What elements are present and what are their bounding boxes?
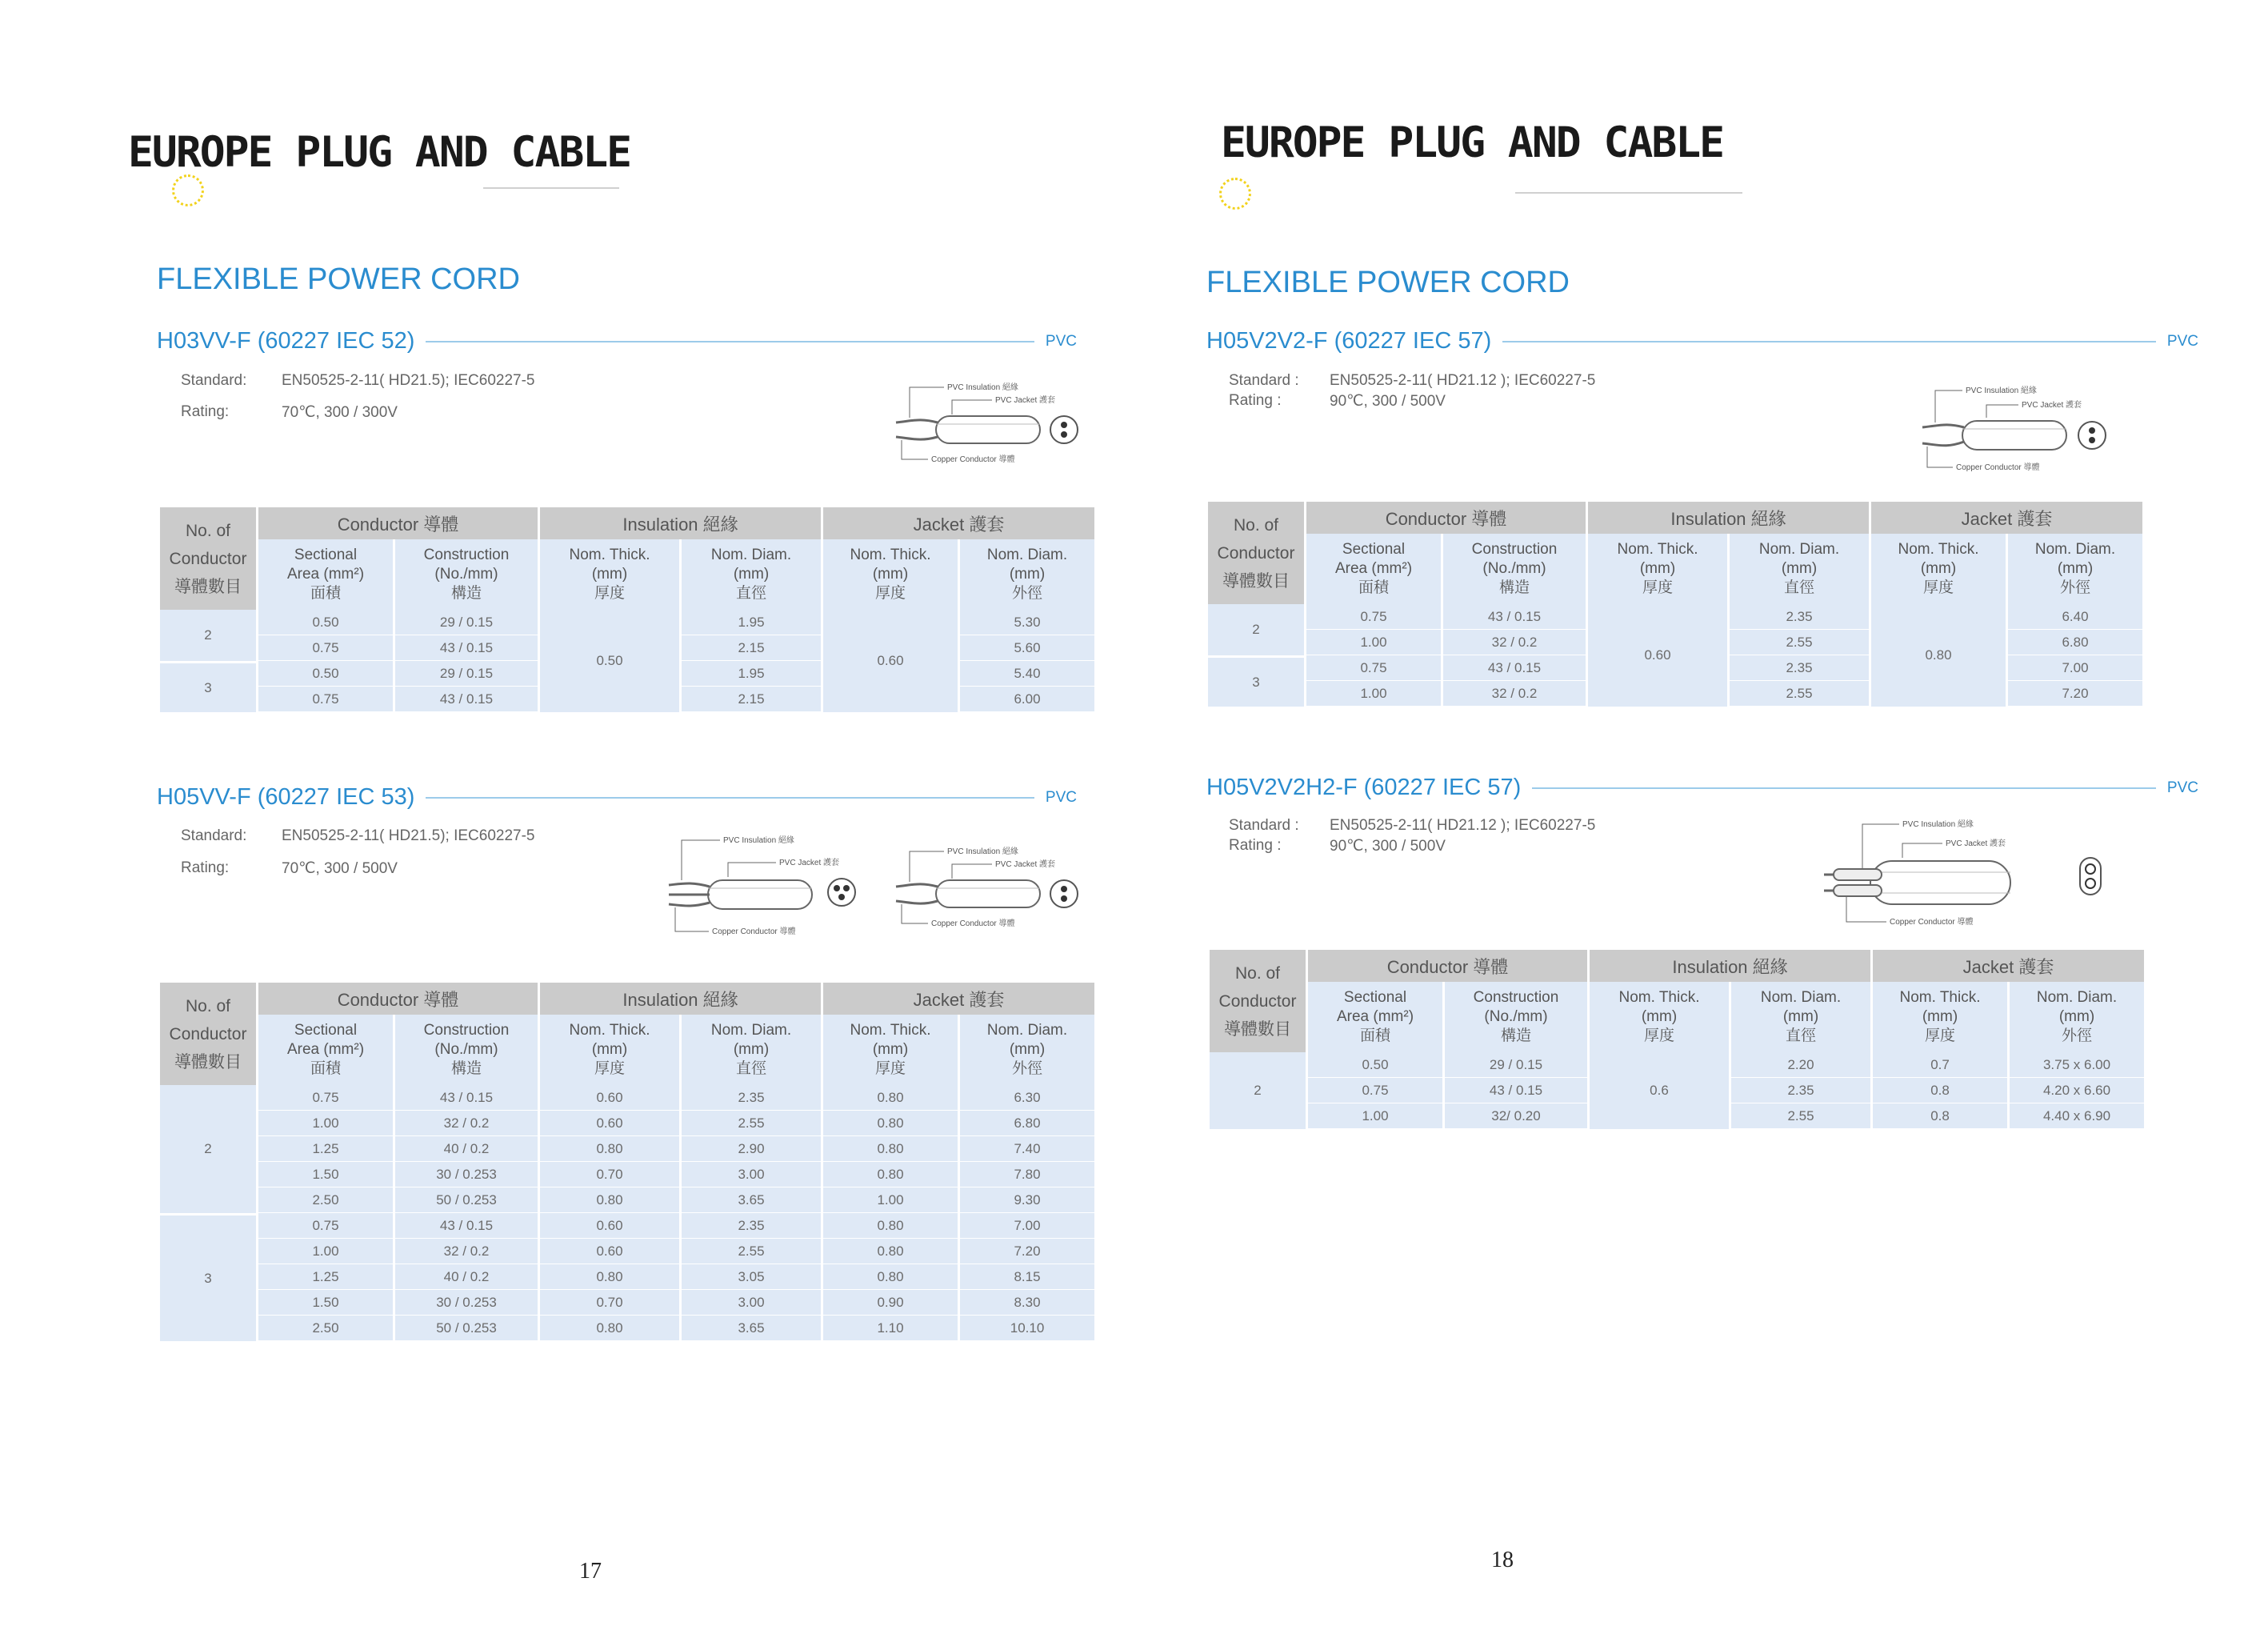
cell: 3.05 [682,1264,821,1290]
no-of-conductor-header: No. of Conductor 導體數目 [160,983,256,1085]
standard-line [1229,817,1596,835]
standard-line [1229,372,1596,390]
conductor-header: Conductor 導體 [1306,502,1586,534]
cell: 0.75 [258,1213,393,1239]
cell: 0.75 [1308,1078,1442,1103]
cell: 7.40 [960,1136,1094,1162]
cell: 0.75 [258,1085,393,1111]
jacket-label: PVC Jacket 護套 [2022,401,2082,410]
subheader-cell: Nom. Diam. (mm) 外徑 [2008,534,2142,604]
cell: 50 / 0.253 [395,1316,538,1341]
cell: 29 / 0.15 [1445,1052,1587,1078]
cable-diagram-2core [888,376,1088,468]
insulation-header: Insulation 絕緣 [540,983,821,1015]
rating-value: 70℃, 300 / 300V [282,404,398,421]
jacket-header: Jacket 護套 [1871,502,2142,534]
cell: 0.80 [823,1213,958,1239]
model-name: H05V2V2-F (60227 IEC 57) [1206,328,1492,354]
subheader-cell: Nom. Thick. (mm) 厚度 [1588,534,1727,604]
table-row [160,1187,1094,1213]
table-row [160,1136,1094,1162]
cell: 7.80 [960,1162,1094,1187]
conductor-header: Conductor 導體 [258,507,538,539]
conductor-label: Copper Conductor 導體 [712,927,796,936]
cell: 5.60 [960,635,1094,661]
subheader-cell: Nom. Thick. (mm) 厚度 [1873,982,2007,1052]
cell: 0.75 [258,635,393,661]
jacket-label: PVC Jacket 護套 [1946,839,2006,848]
jacket-label: PVC Jacket 護套 [779,859,840,867]
title-underline [1515,192,1742,194]
cell: 0.70 [540,1290,679,1316]
cell: 0.75 [258,687,393,712]
insulation-label: PVC Insulation 絕緣 [1966,386,2037,395]
rating-line [181,403,398,421]
spec-table-h05vv-f [158,983,1097,1341]
cell: 6.80 [960,1111,1094,1136]
table-row [160,1162,1094,1187]
standard-line [181,827,535,845]
conductor-count: 2 [1208,604,1304,655]
cell: 1.25 [258,1264,393,1290]
material-label: PVC [1045,788,1077,806]
cell: 8.30 [960,1290,1094,1316]
standard-label: Standard : [1229,817,1299,834]
insulation-thickness: 0.6 [1590,1052,1729,1129]
conductor-header: Conductor 導體 [1308,950,1587,982]
dotted-circle-icon [1219,178,1251,210]
subheader-cell: Sectional Area (mm²) 面積 [258,1015,393,1085]
standard-line [181,372,535,390]
material-label: PVC [2166,332,2198,350]
subheader-cell: Sectional Area (mm²) 面積 [258,539,393,610]
cell: 1.00 [823,1187,958,1213]
cell: 0.8 [1873,1078,2007,1103]
cell: 32/ 0.20 [1445,1103,1587,1129]
jacket-header: Jacket 護套 [823,983,1094,1015]
cell: 3.65 [682,1187,821,1213]
conductor-count: 3 [160,1213,256,1341]
cell: 0.80 [823,1136,958,1162]
standard-value: EN50525-2-11( HD21.12 ); IEC60227-5 [1330,372,1596,389]
insulation-label: PVC Insulation 絕緣 [947,847,1018,856]
cell: 3.75 x 6.00 [2010,1052,2144,1078]
cell: 1.95 [682,661,821,687]
subheader-cell: Nom. Thick. (mm) 厚度 [823,539,958,610]
cell: 1.00 [1306,681,1441,707]
cell: 2.35 [1730,604,1869,630]
no-of-conductor-header: No. of Conductor 導體數目 [1208,502,1304,604]
jacket-header: Jacket 護套 [823,507,1094,539]
standard-label: Standard: [181,827,247,844]
cell: 29 / 0.15 [395,610,538,635]
jacket-thickness: 0.80 [1871,604,2006,707]
cell: 1.50 [258,1162,393,1187]
no-of-conductor-header: No. of Conductor 導體數目 [1210,950,1306,1052]
cell: 0.80 [823,1264,958,1290]
conductor-count: 2 [1210,1052,1306,1129]
subheader-cell: Nom. Thick. (mm) 厚度 [823,1015,958,1085]
model-heading [157,784,1077,811]
subheader-cell: Nom. Diam. (mm) 外徑 [960,1015,1094,1085]
cell: 43 / 0.15 [395,1085,538,1111]
table-row [160,1111,1094,1136]
cell: 0.8 [1873,1103,2007,1129]
cell: 7.00 [960,1213,1094,1239]
cell: 8.15 [960,1264,1094,1290]
cell: 2.35 [682,1213,821,1239]
conductor-count: 2 [160,1085,256,1213]
rating-value: 90℃, 300 / 500V [1330,393,1446,410]
cell: 32 / 0.2 [395,1111,538,1136]
cell: 2.35 [1731,1078,1870,1103]
subheader-cell: Construction (No./mm) 構造 [395,539,538,610]
rating-line [181,859,398,877]
conductor-header: Conductor 導體 [258,983,538,1015]
subheader-cell: Construction (No./mm) 構造 [395,1015,538,1085]
model-name: H05VV-F (60227 IEC 53) [157,784,415,810]
subheader-cell: Sectional Area (mm²) 面積 [1308,982,1442,1052]
cell: 0.80 [540,1316,679,1341]
conductor-label: Copper Conductor 導體 [931,455,1015,464]
cell: 2.50 [258,1316,393,1341]
cell: 0.80 [823,1162,958,1187]
table-row [160,1290,1094,1316]
no-of-conductor-header: No. of Conductor 導體數目 [160,507,256,610]
cable-diagram-3core [664,832,864,940]
cell: 0.75 [1306,655,1441,681]
cell: 1.10 [823,1316,958,1341]
subheader-cell: Nom. Diam. (mm) 直徑 [682,1015,821,1085]
cable-diagram-2core [1914,376,2114,476]
subheader-cell: Construction (No./mm) 構造 [1445,982,1587,1052]
insulation-label: PVC Insulation 絕緣 [723,836,794,845]
cell: 0.60 [540,1239,679,1264]
table-row [160,1264,1094,1290]
model-name: H03VV-F (60227 IEC 52) [157,328,415,354]
cell: 5.40 [960,661,1094,687]
cell: 2.15 [682,687,821,712]
subheader-cell: Nom. Thick. (mm) 厚度 [540,1015,679,1085]
model-name: H05V2V2H2-F (60227 IEC 57) [1206,775,1522,800]
standard-label: Standard : [1229,372,1299,389]
subheader-cell: Nom. Thick. (mm) 厚度 [540,539,679,610]
cell: 0.80 [540,1136,679,1162]
cell: 1.25 [258,1136,393,1162]
conductor-label: Copper Conductor 導體 [1956,463,2040,472]
cell: 40 / 0.2 [395,1136,538,1162]
cell: 1.00 [1308,1103,1442,1129]
page-number: 17 [579,1559,602,1584]
subheader-cell: Construction (No./mm) 構造 [1443,534,1586,604]
dotted-circle-icon [172,174,204,206]
cell: 43 / 0.15 [395,635,538,661]
cell: 43 / 0.15 [1445,1078,1587,1103]
insulation-label: PVC Insulation 絕緣 [1902,820,1974,829]
material-label: PVC [2166,779,2198,796]
cell: 2.55 [682,1239,821,1264]
rating-label: Rating: [181,403,230,420]
cable-diagram-flat [1822,816,2110,932]
cell: 0.60 [540,1111,679,1136]
cell: 30 / 0.253 [395,1162,538,1187]
cell: 2.55 [682,1111,821,1136]
cell: 0.50 [258,661,393,687]
page-title: EUROPE PLUG AND CABLE [1221,118,1724,167]
model-heading [1206,775,2198,801]
cell: 1.95 [682,610,821,635]
model-heading [157,328,1077,354]
conductor-label: Copper Conductor 導體 [1890,918,1974,927]
insulation-label: PVC Insulation 絕緣 [947,383,1018,392]
insulation-header: Insulation 絕緣 [540,507,821,539]
rating-line [1229,837,1446,855]
cell: 43 / 0.15 [1443,655,1586,681]
subheader-cell: Sectional Area (mm²) 面積 [1306,534,1441,604]
cell: 2.35 [682,1085,821,1111]
section-title: FLEXIBLE POWER CORD [157,262,520,296]
standard-value: EN50525-2-11( HD21.5); IEC60227-5 [282,372,535,389]
subheader-cell: Nom. Diam. (mm) 外徑 [960,539,1094,610]
standard-value: EN50525-2-11( HD21.5); IEC60227-5 [282,827,535,844]
heading-rule [426,341,1034,342]
cell: 0.60 [540,1085,679,1111]
cell: 1.00 [258,1111,393,1136]
cell: 0.80 [540,1187,679,1213]
rating-value: 70℃, 300 / 500V [282,860,398,877]
cell: 32 / 0.2 [1443,681,1586,707]
table-row [160,1239,1094,1264]
rating-line [1229,392,1446,410]
cell: 0.80 [823,1239,958,1264]
cell: 43 / 0.15 [1443,604,1586,630]
cell: 0.75 [1306,604,1441,630]
jacket-thickness: 0.60 [823,610,958,712]
cell: 50 / 0.253 [395,1187,538,1213]
table-row [160,1085,1094,1111]
standard-value: EN50525-2-11( HD21.12 ); IEC60227-5 [1330,817,1596,834]
cell: 1.50 [258,1290,393,1316]
cell: 1.00 [258,1239,393,1264]
table-row [160,1213,1094,1239]
cell: 3.00 [682,1290,821,1316]
subheader-cell: Nom. Diam. (mm) 直徑 [682,539,821,610]
cell: 0.80 [540,1264,679,1290]
page-number: 18 [1491,1548,1514,1572]
table-row [160,1316,1094,1341]
cell: 7.20 [960,1239,1094,1264]
cell: 2.20 [1731,1052,1870,1078]
cell: 6.40 [2008,604,2142,630]
cell: 32 / 0.2 [395,1239,538,1264]
page-18 [1134,0,2268,1626]
cell: 5.30 [960,610,1094,635]
model-heading [1206,328,2198,354]
page-title: EUROPE PLUG AND CABLE [128,128,631,177]
cell: 43 / 0.15 [395,687,538,712]
subheader-cell: Nom. Diam. (mm) 直徑 [1731,982,1870,1052]
subheader-cell: Nom. Diam. (mm) 外徑 [2010,982,2144,1052]
jacket-label: PVC Jacket 護套 [995,860,1056,869]
cell: 0.50 [258,610,393,635]
standard-label: Standard: [181,372,247,389]
cell: 0.7 [1873,1052,2007,1078]
conductor-count: 2 [160,610,256,661]
cell: 10.10 [960,1316,1094,1341]
insulation-thickness: 0.50 [540,610,679,712]
cell: 0.90 [823,1290,958,1316]
rating-value: 90℃, 300 / 500V [1330,838,1446,855]
cell: 2.15 [682,635,821,661]
cell: 2.90 [682,1136,821,1162]
conductor-label: Copper Conductor 導體 [931,919,1015,928]
cell: 2.35 [1730,655,1869,681]
cell: 9.30 [960,1187,1094,1213]
spec-table-h03vv-f [158,507,1097,712]
cell: 4.40 x 6.90 [2010,1103,2144,1129]
cell: 0.80 [823,1085,958,1111]
cell: 1.00 [1306,630,1441,655]
cell: 0.80 [823,1111,958,1136]
cell: 3.00 [682,1162,821,1187]
cell: 30 / 0.253 [395,1290,538,1316]
spec-table-h05v2v2-f [1206,502,2145,707]
cell: 6.80 [2008,630,2142,655]
section-title: FLEXIBLE POWER CORD [1206,266,1570,299]
cell: 6.30 [960,1085,1094,1111]
cell: 29 / 0.15 [395,661,538,687]
insulation-header: Insulation 絕緣 [1588,502,1869,534]
cell: 4.20 x 6.60 [2010,1078,2144,1103]
cell: 6.00 [960,687,1094,712]
subheader-cell: Nom. Diam. (mm) 直徑 [1730,534,1869,604]
cell: 2.50 [258,1187,393,1213]
subheader-cell: Nom. Thick. (mm) 厚度 [1590,982,1729,1052]
material-label: PVC [1045,332,1077,350]
cell: 7.20 [2008,681,2142,707]
cell: 43 / 0.15 [395,1213,538,1239]
title-underline [483,187,619,189]
spec-table-h05v2v2h2-f [1207,950,2146,1129]
cell: 0.60 [540,1213,679,1239]
heading-rule [426,797,1034,799]
cell: 40 / 0.2 [395,1264,538,1290]
rating-label: Rating: [181,859,230,876]
cell: 2.55 [1730,681,1869,707]
rating-label: Rating : [1229,837,1282,854]
cell: 3.65 [682,1316,821,1341]
jacket-label: PVC Jacket 護套 [995,396,1056,405]
insulation-thickness: 0.60 [1588,604,1727,707]
cell: 7.00 [2008,655,2142,681]
cable-diagram-2core [888,840,1088,932]
conductor-count: 3 [1208,655,1304,707]
subheader-cell: Nom. Thick. (mm) 厚度 [1871,534,2006,604]
cell: 0.50 [1308,1052,1442,1078]
cell: 2.55 [1731,1103,1870,1129]
heading-rule [1532,787,2156,789]
conductor-count: 3 [160,661,256,712]
insulation-header: Insulation 絕緣 [1590,950,1870,982]
heading-rule [1502,341,2156,342]
jacket-header: Jacket 護套 [1873,950,2144,982]
cell: 32 / 0.2 [1443,630,1586,655]
cell: 0.70 [540,1162,679,1187]
cell: 2.55 [1730,630,1869,655]
rating-label: Rating : [1229,392,1282,409]
